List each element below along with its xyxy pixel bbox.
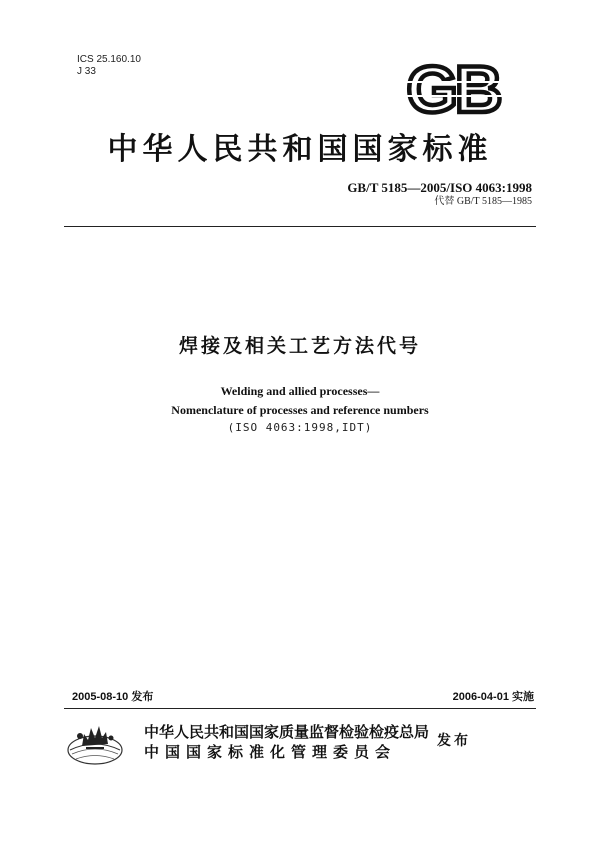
iso-reference: (ISO 4063:1998,IDT) bbox=[227, 421, 373, 434]
gb-logo-text: GB bbox=[406, 60, 500, 116]
bottom-divider bbox=[64, 708, 536, 709]
gb-logo bbox=[400, 60, 506, 116]
title-en-line1: Welding and allied processes— bbox=[220, 384, 380, 398]
classification-codes bbox=[77, 54, 141, 78]
implementation-date: 2006-04-01 实施 bbox=[452, 691, 534, 703]
document-title-zh: 焊接及相关工艺方法代号 bbox=[178, 335, 421, 357]
top-divider bbox=[64, 226, 536, 227]
document-title-en bbox=[0, 382, 600, 420]
publish-label: 发布 bbox=[437, 733, 471, 749]
agency-emblem-icon bbox=[64, 716, 126, 768]
publisher-sac: 中国国家标准化管理委员会 bbox=[144, 743, 397, 761]
ccs-code: J 33 bbox=[77, 66, 96, 77]
standard-number: GB/T 5185—2005/ISO 4063:1998 bbox=[347, 180, 532, 195]
standard-title: 中华人民共和国国家标准 bbox=[107, 132, 493, 167]
publisher-aqsiq: 中华人民共和国国家质量监督检验检疫总局 bbox=[144, 723, 430, 741]
issue-date: 2005-08-10 发布 bbox=[72, 691, 154, 703]
ics-code: ICS 25.160.10 bbox=[77, 54, 141, 65]
title-en-line2: Nomenclature of processes and reference numbers bbox=[171, 403, 429, 417]
replaces-note: 代替 GB/T 5185—1985 bbox=[434, 196, 532, 207]
